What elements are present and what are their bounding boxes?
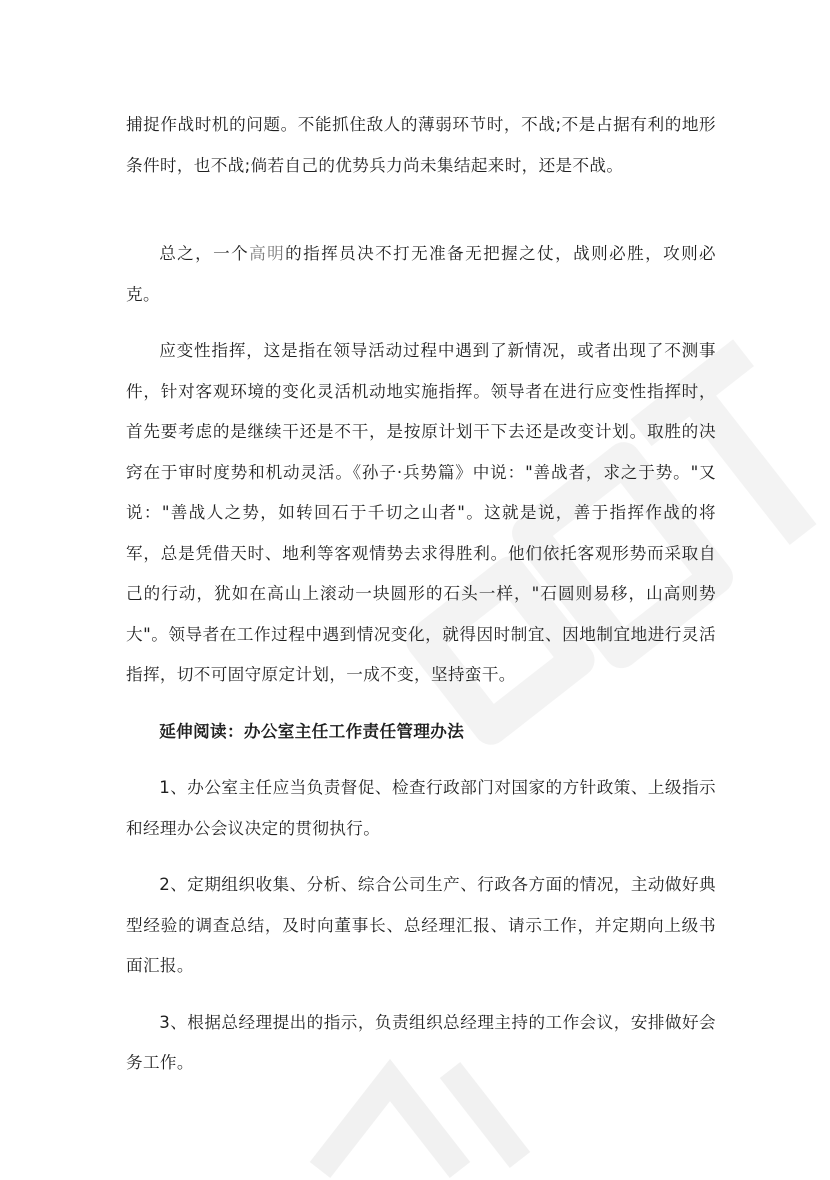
paragraph-continuation: 捕捉作战时机的问题。不能抓住敌人的薄弱环节时，不战;不是占据有利的地形条件时，也不战;倘若自己的优势兵力尚未集结起来时，还是不战。 [126,115,716,175]
paragraph-adaptive-command: 应变性指挥，这是指在领导活动过程中遇到了新情况，或者出现了不测事件，针对客观环境的变化灵活机动地实施指挥。领导者在进行应变性指挥时，首先要考虑的是继续干还是不干，是按原计划干下去还是改变计划。取胜的决窍在于审时度势和机动灵活。《孙子·兵势篇》中说："善战者，求之于势。"又说："善战人之势，如转回石于千切之山者"。这就是说，善于指挥作战的将军，总是凭借天时、地利等客观情势去求得胜利。他们依托客观形势而采取自己的行动，犹如在高山上滚动一块圆形的石头一样，"石圆则易移，山高则势大"。领导者在工作过程中遇到情况变化，就得因时制宜、因地制宜地进行灵活指挥，切不可固守原定计划，一成不变，坚持蛮干。 [126,341,716,684]
list-item-2: 2、定期组织收集、分析、综合公司生产、行政各方面的情况，主动做好典型经验的调查总结，及时向董事长、总经理汇报、请示工作，并定期向上级书面汇报。 [126,875,716,975]
list-item-3: 3、根据总经理提出的指示，负责组织总经理主持的工作会议，安排做好会务工作。 [126,1012,716,1072]
document-body [126,105,716,1084]
keyword-link[interactable]: 高明 [249,244,286,263]
summary-text-after: 的指挥员决不打无准备无把握之仗，战则必胜，攻则必克。 [126,244,717,304]
list-item-1: 1、办公室主任应当负责督促、检查行政部门对国家的方针政策、上级指示和经理办公会议决定的贯彻执行。 [126,778,716,838]
summary-text-before: 总之，一个 [159,244,250,263]
paragraph-summary [126,234,716,315]
section-heading: 延伸阅读：办公室主任工作责任管理办法 [159,721,465,741]
